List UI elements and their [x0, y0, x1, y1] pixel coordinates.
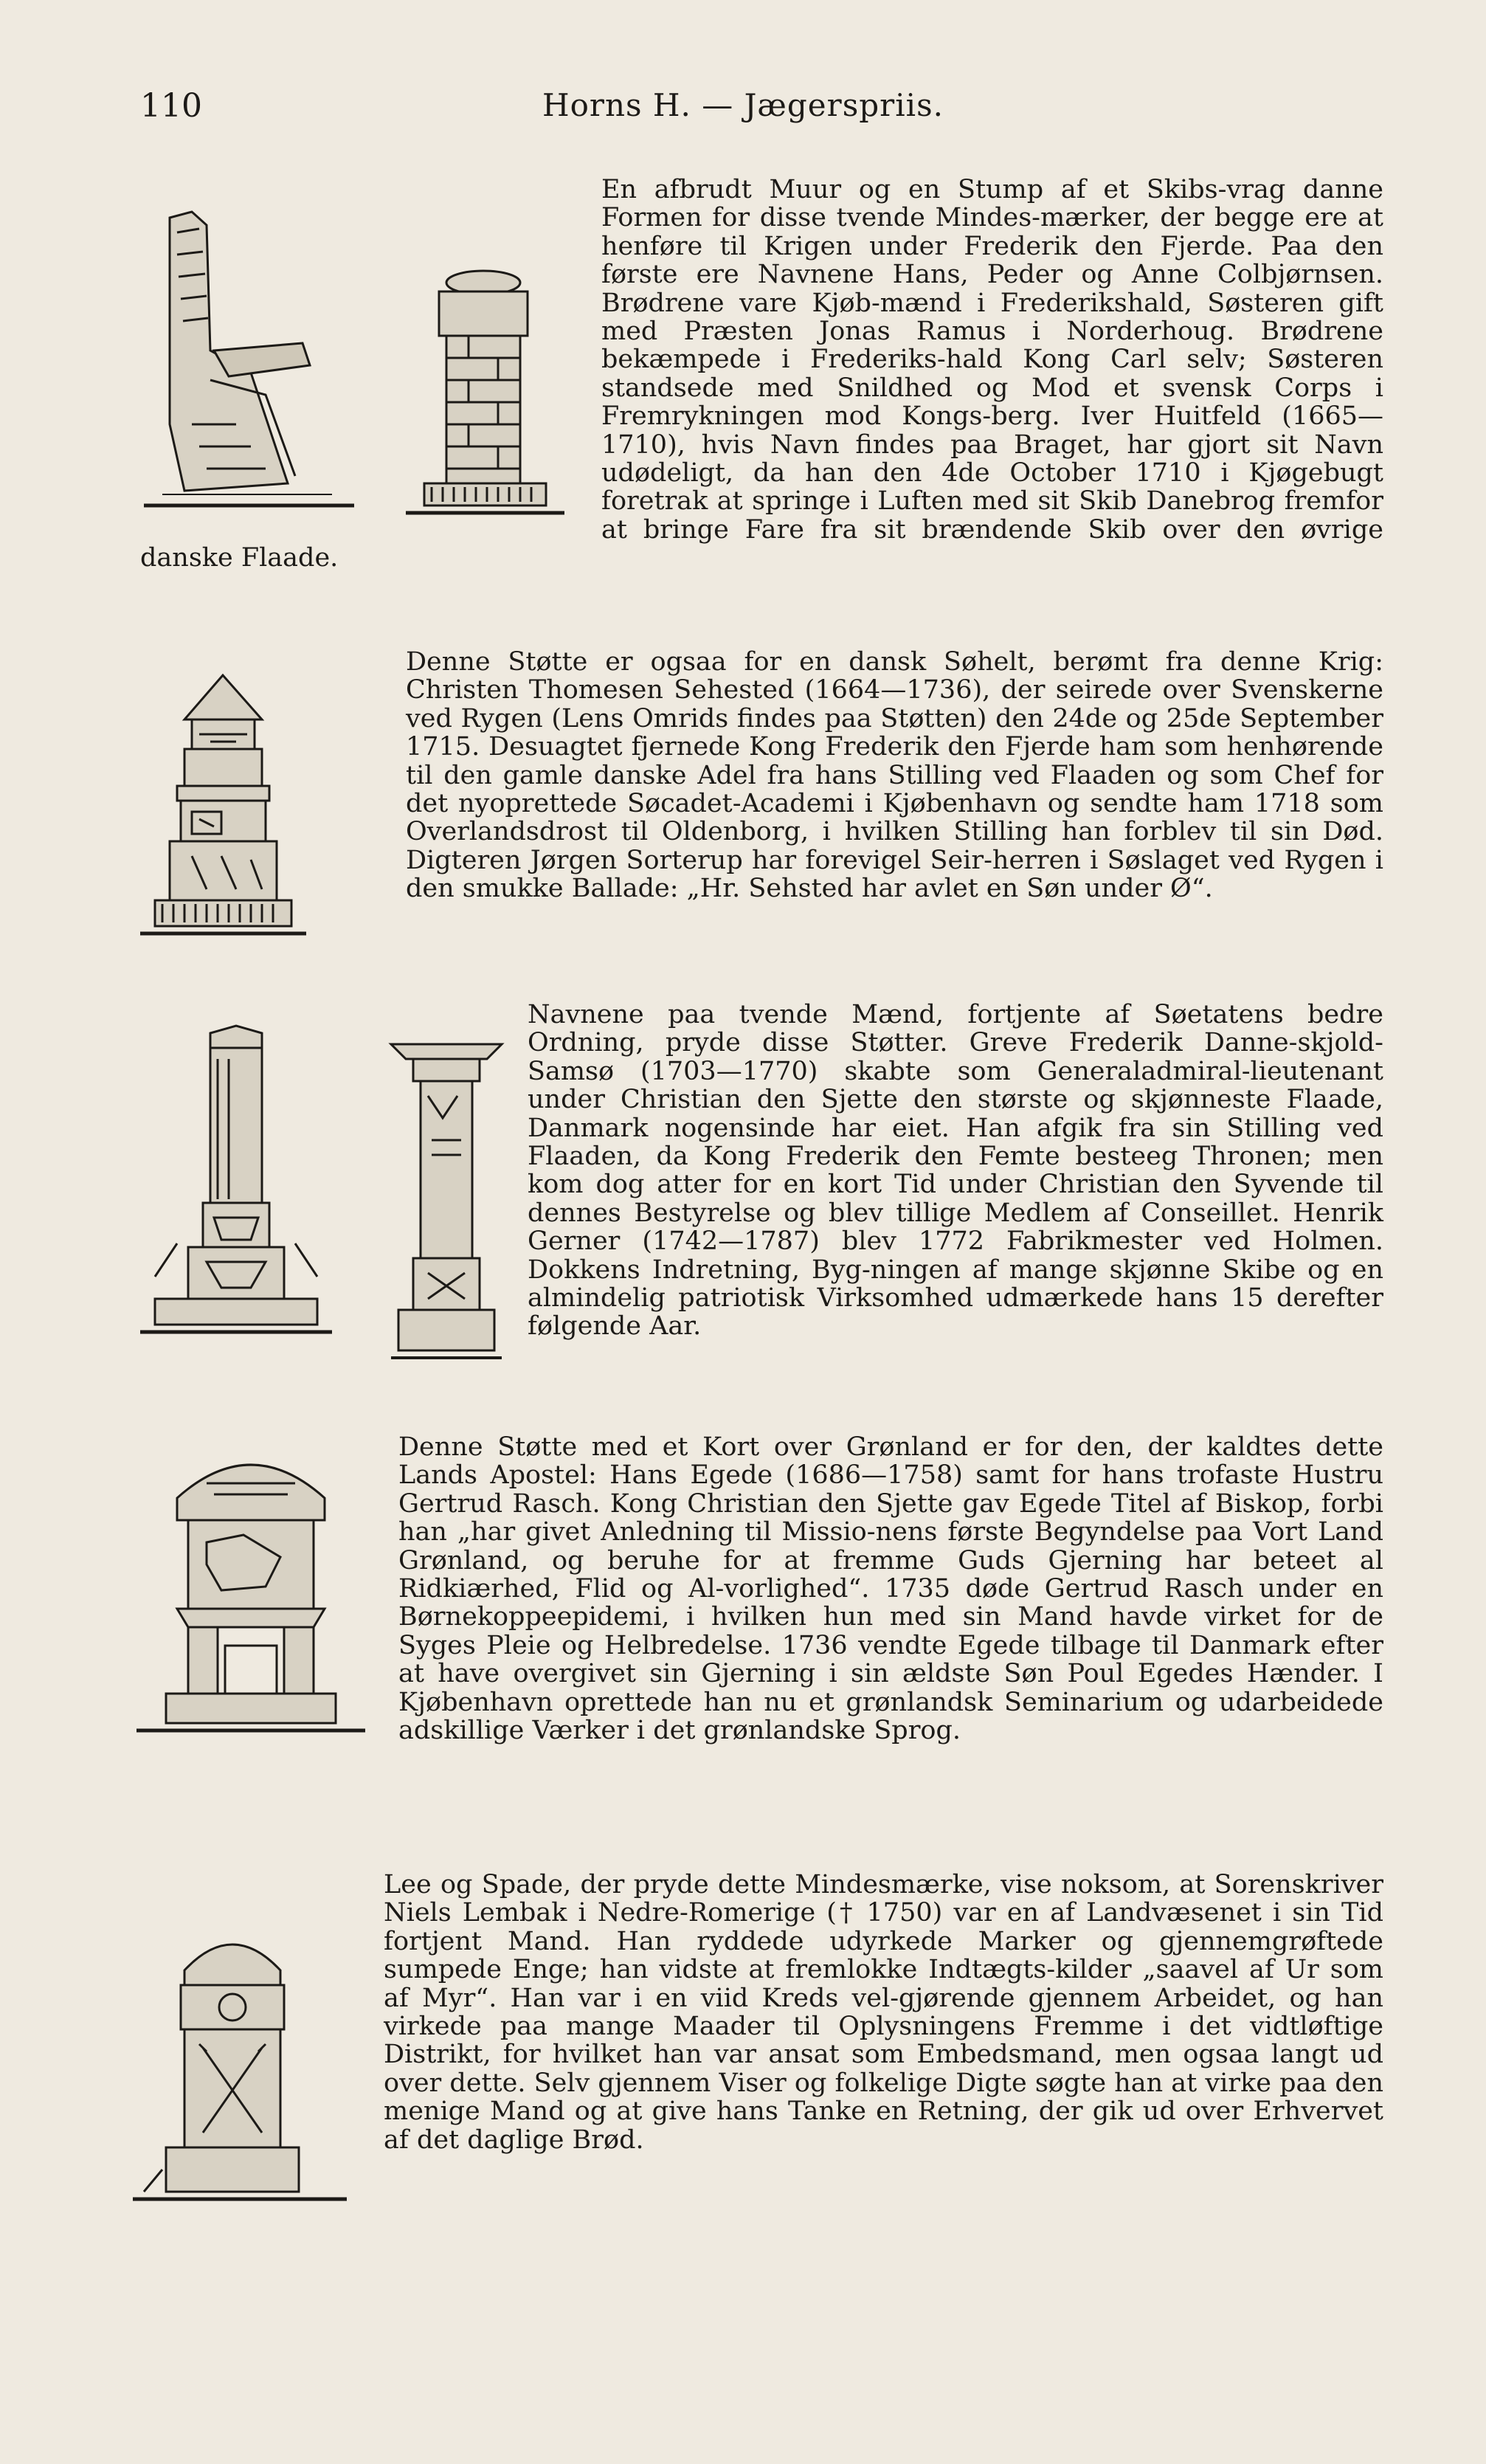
- section-2-text: Denne Støtte er ogsaa for en dansk Søhelt, berømt fra denne Krig: Christen Thomesen Sehested (1664—1736), der seirede over Svenskerne ved Rygen (Lens Omrids findes paa Støtten) den 24de og 25de September 1715. Desuagtet fjernede Kong Frederik den Fjerde ham som henhørende til den gamle danske Adel fra hans Stilling ved Flaaden og som Chef for det nyoprettede Søcadet-Academi i Kjøbenhavn og sendte ham 1718 som Overlandsdrost til Oldenborg, i hvilken Stilling han forblev til sin Død. Digteren Jørgen Sorterup har forevigel Seir-herren i Søslaget ved Rygen i den smukke Ballade: „Hr. Sehsted har avlet en Søn under Ø“.: [406, 647, 1383, 904]
- section-5-text: Lee og Spade, der pryde dette Mindesmærke, vise noksom, at Sorenskriver Niels Lembak i Nedre-Romerige († 1750) var en af Landvæsenet i sin Tid fortjent Mand. Han ryddede udyrkede Marker og gjennemgrøftede sumpede Enge; han vidste at fremlokke Indtægts-kilder „saavel af Ur som af Myr“. Han var i en viid Kreds vel-gjørende gjennem Arbeidet, og han virkede paa mange Maader til Oplysningens Fremme i det vidtløftige Distrikt, for hvilket han var ansat som Embedsmand, men ogsaa langt ud over dette. Selv gjennem Viser og folkelige Digte søgte han at virke paa den menige Mand og at give hans Tanke en Retning, der gik ud over Erhvervet af det daglige Brød.: [384, 1870, 1383, 2155]
- section-1-text: En afbrudt Muur og en Stump af et Skibs-vrag danne Formen for disse tvende Mindes-mærker, der begge ere at henføre til Krigen under Frederik den Fjerde. Paa den første ere Navnene Hans, Peder og Anne Colbjørnsen. Brødrene vare Kjøb-mænd i Frederikshald, Søsteren gift med Præsten Jonas Ramus i Norderhoug. Brødrene bekæmpede i Frederiks-hald Kong Carl selv; Søsteren standsede med Snildhed og Mod et svensk Corps i Fremrykningen mod Kongs-berg. Iver Huitfeld (1665—1710), hvis Navn findes paa Braget, har gjort sit Navn udødeligt, da han den 4de October 1710 i Kjøgebugt foretrak at springe i Luften med sit Skib Danebrog fremfor at bringe Fare fra sit brændende Skib over den øvrige danske Flaade.: [140, 175, 1383, 573]
- page-number: 110: [140, 87, 202, 125]
- section-4-text: Denne Støtte med et Kort over Grønland er for den, der kaldtes dette Lands Apostel: Hans Egede (1686—1758) samt for hans trofaste Hustru Gertrud Rasch. Kong Christian den Sjette gav Egede Titel af Biskop, forbi han „har givet Anledning til Missio-nens første Begyndelse paa Vort Land Grønland, og beruhe for at fremme Guds Gjerning har beteet al Ridkiærhed, Flid og Al-vorlighed“. 1735 døde Gertrud Rasch under en Børnekoppeepidemi, i hvilken hun med sin Mand havde virket for de Syges Pleie og Helbredelse. 1736 vendte Egede tilbage til Danmark efter at have overgivet sin Gjerning i sin ældste Søn Poul Egedes Hænder. I Kjøbenhavn oprettede han nu et grønlandsk Seminarium og udarbeidede adskillige Værker i det grønlandske Sprog.: [398, 1432, 1383, 1746]
- running-head: Horns H. — Jægerspriis.: [542, 87, 944, 123]
- section-3-text: Navnene paa tvende Mænd, fortjente af Søetatens bedre Ordning, pryde disse Støtter. Greve Frederik Danne-skjold-Samsø (1703—1770) skabte som Generaladmiral-lieutenant under Christian den Sjette den største og skjønneste Flaade, Danmark nogensinde har eiet. Han afgik fra sin Stilling ved Flaaden, da Kong Frederik den Femte besteeg Thronen; men kom dog atter for en kort Tid under Christian den Syvende til dennes Bestyrelse og blev tillige Medlem af Conseillet. Henrik Gerner (1742—1787) blev 1772 Fabrikmester ved Holmen. Dokkens Indretning, Byg-ningen af mange skjønne Skibe og en almindelig patriotisk Virksomhed udmærkede hans 15 derefter følgende Aar.: [528, 1000, 1383, 1342]
